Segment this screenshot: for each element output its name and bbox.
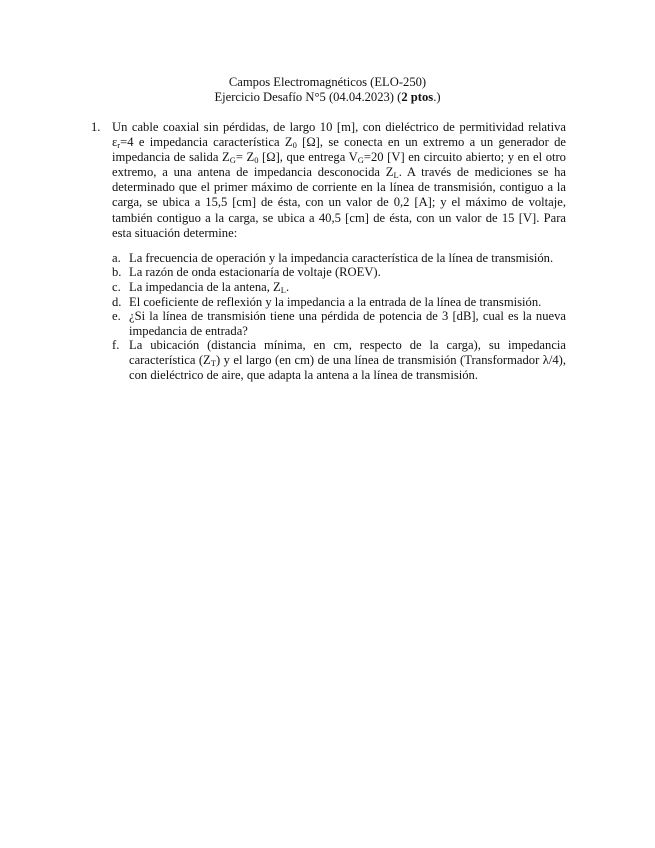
statement-part: =4 e impedancia característica Z <box>120 135 293 150</box>
item-text-post: . <box>285 279 290 294</box>
question-list <box>91 251 566 382</box>
z0-subscript: 0 <box>254 155 259 166</box>
item-text: La razón de onda estacionaría de voltaje (ROEV). <box>129 265 381 280</box>
exercise-title <box>0 90 655 105</box>
epsilon-subscript: r <box>117 140 121 151</box>
item-label: d. <box>112 294 122 309</box>
item-label: f. <box>112 338 120 353</box>
item-text: El coeficiente de reflexión y la impedancia a la entrada de la línea de transmisión. <box>129 294 542 309</box>
statement-part: =20 [V] en circuito abierto; y en el otro extremo, a una antena de impedancia desconocida Z <box>112 150 566 180</box>
problem-statement <box>112 120 566 241</box>
points-label: 2 ptos <box>401 90 434 104</box>
item-text <box>129 280 566 295</box>
list-item <box>91 295 566 310</box>
zg-subscript: G <box>229 155 236 166</box>
statement-part: [Ω], se conecta en un extremo a un generador de impedancia de salida Z <box>112 135 566 165</box>
item-text <box>129 338 566 382</box>
item-label: b. <box>112 265 122 280</box>
epsilon-symbol: ε <box>112 135 118 150</box>
item-label: e. <box>112 309 121 324</box>
zl-subscript: L <box>393 170 399 181</box>
exercise-prefix: Ejercicio Desafío N°5 (04.04.2023) ( <box>214 90 402 104</box>
vg-subscript: G <box>357 155 364 166</box>
list-item <box>91 265 566 280</box>
item-text: La frecuencia de operación y la impedancia característica de la línea de transmisión. <box>129 250 554 265</box>
statement-part: Un cable coaxial sin pérdidas, de largo 10 [m], con dieléctrico de permitividad relativa <box>112 120 566 134</box>
list-item <box>91 338 566 382</box>
item-label: c. <box>112 279 121 294</box>
course-title: Campos Electromagnéticos (ELO-250) <box>228 75 427 89</box>
item-text-pre: La impedancia de la antena, Z <box>129 279 281 294</box>
list-item <box>91 309 566 338</box>
item-text-post: ) y el largo (en cm) de una línea de transmisión (Transformador λ/4), con dieléctrico de aire, que adapta la antena a la línea de transmisión. <box>129 352 566 382</box>
item-text: ¿Si la línea de transmisión tiene una pérdida de potencia de 3 [dB], cual es la nueva impedancia de entrada? <box>129 309 566 338</box>
problem-number: 1. <box>91 120 101 134</box>
exercise-suffix: .) <box>433 90 441 104</box>
list-item <box>91 251 566 266</box>
statement-part: = Z <box>235 150 255 165</box>
item-subscript: T <box>210 357 216 368</box>
item-subscript: L <box>280 284 286 295</box>
statement-part: . A través de mediciones se ha determinado que el primer máximo de corriente en la línea de transmisión, contiguo a la carga, se ubica a 15,5 [cm] de ésta, con un valor de 0,2 [A]; y el máximo de voltaje, también contiguo a la carga, se ubica a 40,5 [cm] de ésta, con un valor de 15 [V]. Para esta situación determine: <box>112 165 566 240</box>
problem-1 <box>91 120 566 382</box>
z0-subscript: 0 <box>292 140 297 151</box>
statement-part: [Ω], que entrega V <box>258 150 358 165</box>
item-label: a. <box>112 250 121 265</box>
list-item <box>91 280 566 295</box>
document-header <box>0 75 655 105</box>
item-text-pre: La ubicación (distancia mínima, en cm, respecto de la carga), su impedancia característica (Z <box>129 338 566 367</box>
